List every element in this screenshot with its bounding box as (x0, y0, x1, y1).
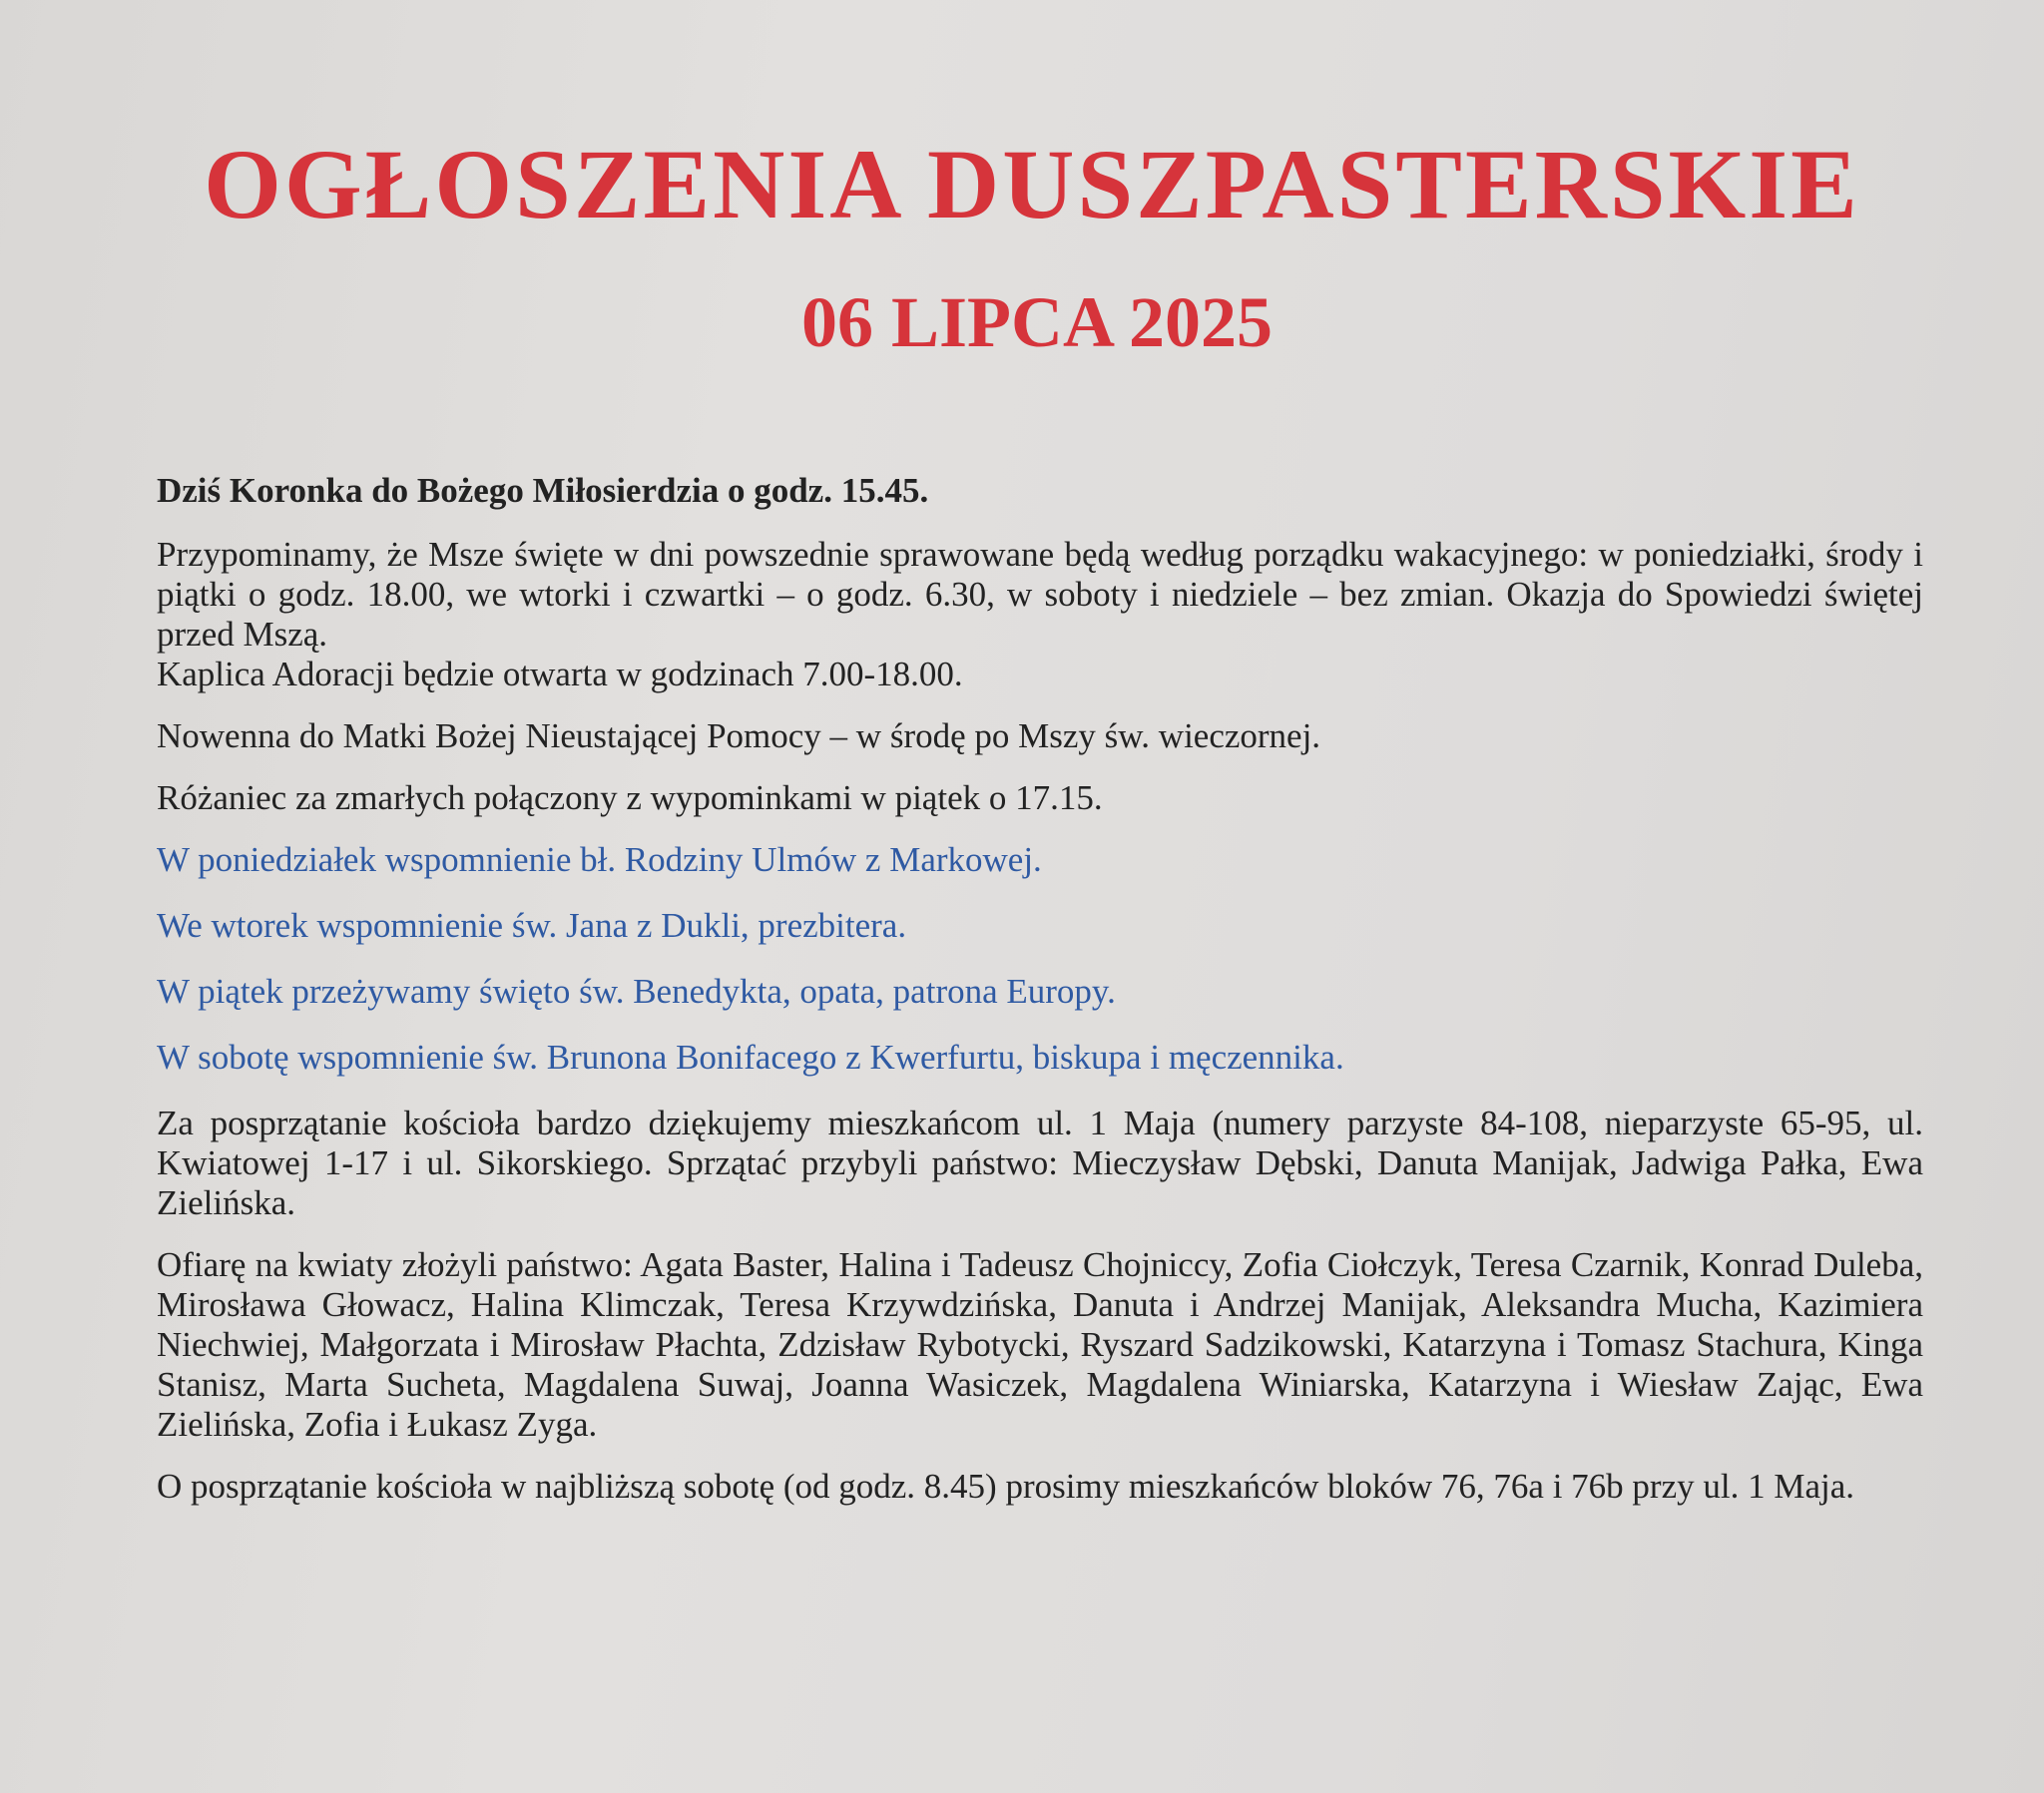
page-title: OGŁOSZENIA DUSZPASTERSKIE (204, 129, 1860, 239)
cleaning-request: O posprzątanie kościoła w najbliższą sobotę (od godz. 8.45) prosimy mieszkańców bloków 76, 76a i 76b przy ul. 1 Maja. (157, 1467, 1855, 1506)
rosary-announcement: Różaniec za zmarłych połączony z wypominkami w piątek o 17.15. (157, 778, 1103, 817)
flower-offerings: Ofiarę na kwiaty złożyli państwo: Agata Baster, Halina i Tadeusz Chojniccy, Zofia Ciołczyk, Teresa Czarnik, Konrad Duleba, Mirosława Głowacz, Halina Klimczak, Teresa Krzywdzińska, Danuta i Andrzej Manijak, Aleksandra Mucha, Kazimiera Niechwiej, Małgorzata i Mirosław Płachta, Zdzisław Rybotycki, Ryszard Sadzikowski, Katarzyna i Tomasz Stachura, Kinga Stanisz, Marta Sucheta, Magdalena Suwaj, Joanna Wasiczek, Magdalena Winiarska, Katarzyna i Wiesław Zając, Ewa Zielińska, Zofia i Łukasz Zyga. (157, 1245, 1923, 1444)
header (0, 130, 2044, 362)
announcements-body (157, 471, 1923, 1529)
monday-commemoration: W poniedziałek wspomnienie bł. Rodziny Ulmów z Markowej. (157, 840, 1042, 879)
novena-announcement: Nowenna do Matki Bożej Nieustającej Pomocy – w środę po Mszy św. wieczornej. (157, 716, 1321, 755)
mass-schedule-announcement: Przypominamy, że Msze święte w dni powszednie sprawowane będą według porządku wakacyjnego: w poniedziałki, środy i piątki o godz. 18.00, we wtorki i czwartki – o godz. 6.30, w soboty i niedziele – bez zmian. Okazja do Spowiedzi świętej przed Mszą. (157, 535, 1923, 654)
announcement-date: 06 LIPCA 2025 (800, 282, 1274, 362)
koronka-announcement: Dziś Koronka do Bożego Miłosierdzia o godz. 15.45. (157, 471, 929, 510)
saturday-commemoration: W sobotę wspomnienie św. Brunona Bonifacego z Kwerfurtu, biskupa i męczennika. (157, 1038, 1344, 1077)
cleaning-thanks: Za posprzątanie kościoła bardzo dziękujemy mieszkańcom ul. 1 Maja (numery parzyste 84-108, nieparzyste 65-95, ul. Kwiatowej 1-17 i ul. Sikorskiego. Sprzątać przybyli państwo: Mieczysław Dębski, Danuta Manijak, Jadwiga Pałka, Ewa Zielińska. (157, 1104, 1923, 1222)
tuesday-commemoration: We wtorek wspomnienie św. Jana z Dukli, prezbitera. (157, 906, 907, 945)
chapel-announcement: Kaplica Adoracji będzie otwarta w godzinach 7.00-18.00. (157, 655, 963, 693)
friday-feast: W piątek przeżywamy święto św. Benedykta, opata, patrona Europy. (157, 972, 1116, 1011)
